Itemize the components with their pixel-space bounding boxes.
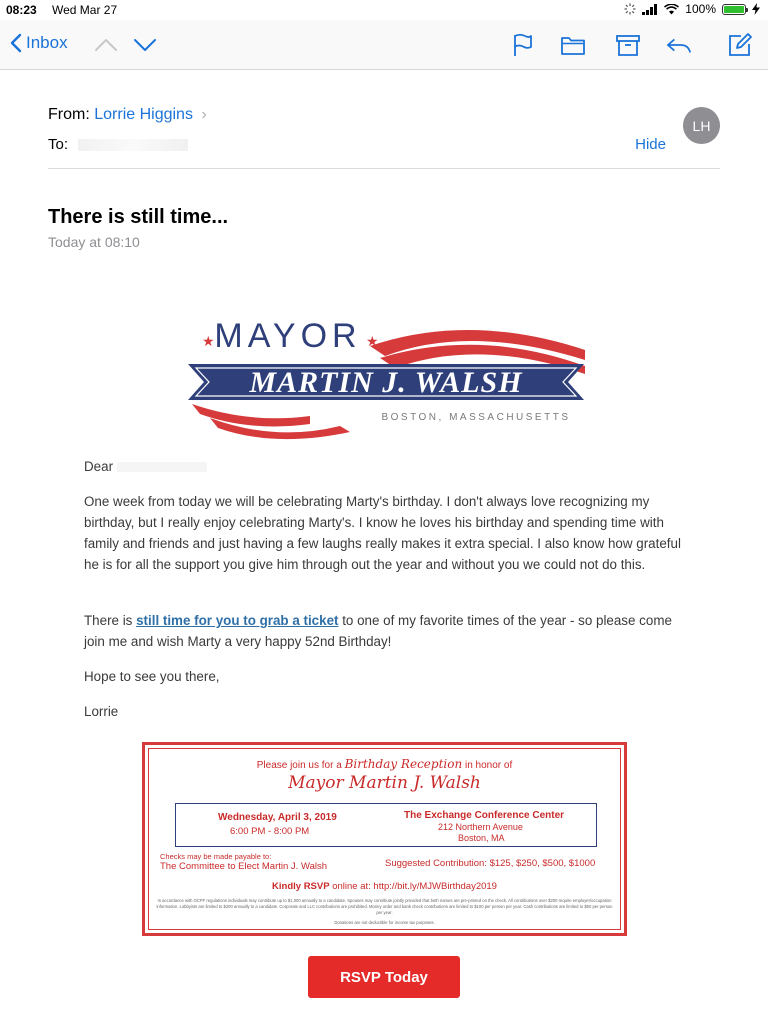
signature: Lorrie (84, 704, 119, 719)
redacted-name (117, 462, 207, 472)
header-divider (48, 168, 720, 169)
back-to-inbox-button[interactable] (10, 33, 68, 53)
folder-icon[interactable] (560, 32, 586, 58)
invite-intro-a: Please join us for a (256, 760, 345, 771)
invite-street: 212 Northern Avenue (438, 822, 523, 832)
invite-date: Wednesday, April 3, 2019 (218, 812, 337, 823)
redacted-recipient (78, 139, 188, 151)
invite-venue: The Exchange Conference Center (404, 810, 565, 821)
invite-committee: The Committee to Elect Martin J. Walsh (160, 861, 328, 872)
invitation-card[interactable] (142, 742, 627, 936)
email-subject: There is still time... (48, 206, 229, 228)
signal-icon (642, 4, 658, 15)
wifi-icon (664, 4, 679, 15)
invite-rsvp-line (145, 881, 624, 892)
reply-icon[interactable] (666, 32, 692, 58)
chevron-up-icon[interactable] (93, 34, 119, 56)
status-time: 08:23 (6, 3, 37, 17)
mail-toolbar (0, 20, 768, 70)
logo-line1: MAYOR (214, 317, 362, 355)
invite-rsvp-url: online at: http://bit.ly/MJWBirthday2019 (329, 881, 497, 892)
paragraph-1: One week from today we will be celebrating Marty's birthday. I don't always love recognizing my birthday, but I really enjoy celebrating Marty's. I know he loves his birthday and spending time with family and friends and just having a few laughs really makes it extra special. I also know how grateful he is for all the support you give him through out the year and without you we could not do this. (84, 494, 681, 572)
sender-name-link[interactable]: Lorrie Higgins (94, 106, 193, 123)
invite-city: Boston, MA (458, 833, 505, 843)
to-row (48, 136, 188, 153)
sender-avatar[interactable]: LH (683, 107, 720, 144)
svg-text:★: ★ (202, 334, 215, 350)
rsvp-today-button[interactable]: RSVP Today (308, 956, 460, 998)
chevron-left-icon (10, 33, 22, 53)
greeting-text: Dear (84, 459, 114, 474)
back-label: Inbox (26, 33, 68, 52)
invite-honoree: Mayor Martin J. Walsh (288, 773, 481, 793)
invite-rsvp-bold: Kindly RSVP (272, 881, 330, 892)
closing-line: Hope to see you there, (84, 669, 220, 684)
from-row (48, 106, 207, 124)
archive-icon[interactable] (615, 32, 641, 58)
paragraph-2 (84, 610, 684, 652)
paragraph-2-end: to one of my favorite times of the year - so please come join me and wish Marty a very happy 52nd Birthday! (84, 613, 672, 649)
invite-intro (145, 757, 624, 771)
mayor-walsh-logo (180, 312, 590, 442)
status-right (624, 2, 760, 16)
from-label: From: (48, 106, 90, 123)
battery-icon (722, 4, 746, 15)
battery-percent: 100% (685, 2, 716, 16)
paragraph-2-start: There is (84, 613, 137, 628)
hide-details-link[interactable]: Hide (635, 136, 666, 153)
ticket-link[interactable]: still time for you to grab a ticket (136, 613, 339, 628)
invite-checks-label: Checks may be made payable to: (160, 852, 272, 861)
invite-fine-print: In accordance with OCPF regulations individuals may contribute up to $1,000 annually to a candidate. Spouses may contribute jointly provided that both names are pre-printed on the check. All contributions over $200 require employer/occupation information. Lobbyists are limited to $200 annually to a candidate. Corporate and LLC contributions are prohibited. Money order and bank check contributions are limited to $100 per person per year. Cash contributions are limited to $50 per person per year. (156, 898, 613, 915)
loading-icon (624, 3, 636, 15)
invite-intro-b: in honor of (462, 760, 513, 771)
invite-intro-script: Birthday Reception (344, 757, 463, 771)
greeting (84, 456, 684, 477)
logo-line2: MARTIN J. WALSH (249, 366, 523, 399)
logo-line3: BOSTON, MASSACHUSETTS (381, 412, 571, 423)
charging-icon (752, 3, 760, 15)
svg-text:★: ★ (366, 334, 379, 350)
invite-details-box (175, 803, 597, 847)
chevron-down-icon[interactable] (132, 34, 158, 56)
invite-time: 6:00 PM - 8:00 PM (230, 826, 310, 837)
to-label: To: (48, 136, 69, 153)
flag-icon[interactable] (509, 32, 535, 58)
status-date: Wed Mar 27 (52, 3, 118, 17)
invite-fine-print-2: Donations are not deductible for income tax purposes. (334, 920, 435, 925)
email-timestamp: Today at 08:10 (48, 234, 140, 250)
status-bar (0, 0, 768, 20)
chevron-right-icon: › (201, 106, 207, 123)
invite-suggested-contribution: Suggested Contribution: $125, $250, $500, $1000 (385, 858, 596, 869)
compose-icon[interactable] (727, 32, 753, 58)
